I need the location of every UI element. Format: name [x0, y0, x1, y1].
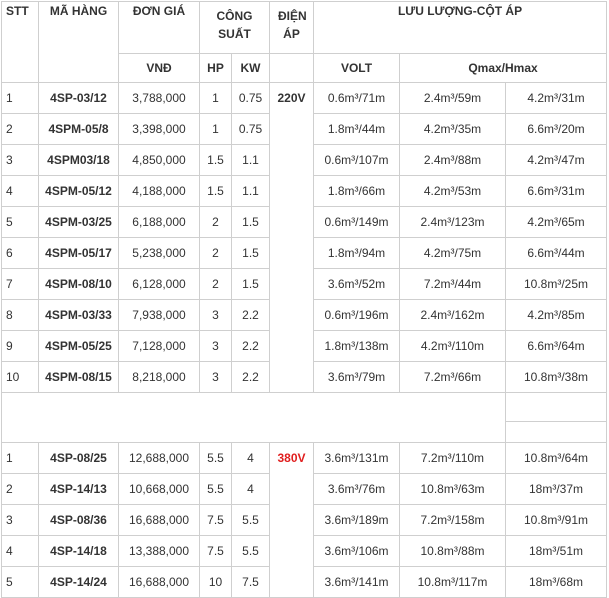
stt-cell: 4: [2, 536, 39, 567]
price-cell: 5,238,000: [119, 238, 200, 269]
flow-head-cell-3: 18m³/51m: [506, 536, 607, 567]
flow-head-cell-3: 4.2m³/85m: [506, 300, 607, 331]
flow-head-cell-1: 3.6m³/131m: [314, 443, 400, 474]
hp-cell: 3: [200, 362, 232, 393]
product-code-cell: 4SP-14/24: [39, 567, 119, 598]
header-flow: LƯU LƯỢNG-CỘT ÁP: [314, 2, 607, 54]
price-cell: 12,688,000: [119, 443, 200, 474]
group-380v: [2, 443, 607, 598]
table-row: [2, 83, 607, 114]
header-volt: VOLT: [314, 54, 400, 83]
header-power: CÔNG SUẤT: [200, 2, 270, 54]
stt-cell: 7: [2, 269, 39, 300]
flow-head-cell-2: 4.2m³/35m: [400, 114, 506, 145]
header-hp: HP: [200, 54, 232, 83]
header-code: MÃ HÀNG: [39, 2, 119, 83]
flow-head-cell-2: 7.2m³/110m: [400, 443, 506, 474]
kw-cell: 1.5: [232, 238, 270, 269]
voltage-cell: 380V: [270, 443, 314, 598]
product-code-cell: 4SPM-05/8: [39, 114, 119, 145]
price-cell: 16,688,000: [119, 505, 200, 536]
header-row: [2, 2, 607, 54]
stt-cell: 5: [2, 207, 39, 238]
kw-cell: 4: [232, 443, 270, 474]
stt-cell: 5: [2, 567, 39, 598]
flow-head-cell-3: 4.2m³/65m: [506, 207, 607, 238]
kw-cell: 0.75: [232, 114, 270, 145]
flow-head-cell-2: 10.8m³/88m: [400, 536, 506, 567]
flow-head-cell-1: 1.8m³/66m: [314, 176, 400, 207]
price-cell: 7,128,000: [119, 331, 200, 362]
flow-head-cell-3: 10.8m³/38m: [506, 362, 607, 393]
kw-cell: 4: [232, 474, 270, 505]
product-code-cell: 4SPM-08/10: [39, 269, 119, 300]
product-code-cell: 4SP-14/13: [39, 474, 119, 505]
table-row: [2, 443, 607, 474]
flow-head-cell-2: 7.2m³/44m: [400, 269, 506, 300]
flow-head-cell-2: 7.2m³/66m: [400, 362, 506, 393]
separator-cell: [2, 422, 506, 443]
kw-cell: 1.5: [232, 207, 270, 238]
stt-cell: 1: [2, 83, 39, 114]
flow-head-cell-1: 3.6m³/141m: [314, 567, 400, 598]
product-code-cell: 4SPM-05/12: [39, 176, 119, 207]
hp-cell: 7.5: [200, 505, 232, 536]
kw-cell: 7.5: [232, 567, 270, 598]
stt-cell: 2: [2, 474, 39, 505]
product-code-cell: 4SP-08/25: [39, 443, 119, 474]
separator-cell: [506, 393, 607, 422]
hp-cell: 2: [200, 207, 232, 238]
kw-cell: 5.5: [232, 505, 270, 536]
hp-cell: 10: [200, 567, 232, 598]
hp-cell: 5.5: [200, 474, 232, 505]
flow-head-cell-3: 6.6m³/44m: [506, 238, 607, 269]
product-code-cell: 4SP-14/18: [39, 536, 119, 567]
price-cell: 7,938,000: [119, 300, 200, 331]
hp-cell: 1: [200, 114, 232, 145]
kw-cell: 2.2: [232, 362, 270, 393]
hp-cell: 1.5: [200, 145, 232, 176]
flow-head-cell-1: 3.6m³/106m: [314, 536, 400, 567]
flow-head-cell-3: 4.2m³/47m: [506, 145, 607, 176]
flow-head-cell-3: 18m³/37m: [506, 474, 607, 505]
flow-head-cell-3: 6.6m³/20m: [506, 114, 607, 145]
flow-head-cell-2: 10.8m³/63m: [400, 474, 506, 505]
flow-head-cell-3: 4.2m³/31m: [506, 83, 607, 114]
product-code-cell: 4SP-08/36: [39, 505, 119, 536]
stt-cell: 8: [2, 300, 39, 331]
flow-head-cell-2: 2.4m³/162m: [400, 300, 506, 331]
hp-cell: 1.5: [200, 176, 232, 207]
stt-cell: 1: [2, 443, 39, 474]
price-cell: 6,188,000: [119, 207, 200, 238]
header-price-unit: VNĐ: [119, 54, 200, 83]
price-cell: 3,788,000: [119, 83, 200, 114]
flow-head-cell-2: 4.2m³/110m: [400, 331, 506, 362]
stt-cell: 4: [2, 176, 39, 207]
product-code-cell: 4SPM-08/15: [39, 362, 119, 393]
stt-cell: 10: [2, 362, 39, 393]
product-code-cell: 4SPM-05/17: [39, 238, 119, 269]
flow-head-cell-3: 6.6m³/31m: [506, 176, 607, 207]
kw-cell: 1.1: [232, 145, 270, 176]
hp-cell: 7.5: [200, 536, 232, 567]
hp-cell: 5.5: [200, 443, 232, 474]
flow-head-cell-1: 3.6m³/189m: [314, 505, 400, 536]
header-qmax-hmax: Qmax/Hmax: [400, 54, 607, 83]
flow-head-cell-3: 10.8m³/25m: [506, 269, 607, 300]
group-separator: [2, 393, 607, 443]
stt-cell: 2: [2, 114, 39, 145]
flow-head-cell-1: 3.6m³/52m: [314, 269, 400, 300]
price-cell: 13,388,000: [119, 536, 200, 567]
voltage-cell: 220V: [270, 83, 314, 393]
flow-head-cell-1: 1.8m³/94m: [314, 238, 400, 269]
flow-head-cell-2: 2.4m³/88m: [400, 145, 506, 176]
stt-cell: 3: [2, 505, 39, 536]
product-code-cell: 4SPM-03/25: [39, 207, 119, 238]
flow-head-cell-1: 1.8m³/44m: [314, 114, 400, 145]
flow-head-cell-1: 3.6m³/79m: [314, 362, 400, 393]
product-code-cell: 4SPM-03/33: [39, 300, 119, 331]
hp-cell: 2: [200, 238, 232, 269]
product-code-cell: 4SPM-05/25: [39, 331, 119, 362]
flow-head-cell-2: 4.2m³/53m: [400, 176, 506, 207]
flow-head-cell-2: 7.2m³/158m: [400, 505, 506, 536]
flow-head-cell-1: 1.8m³/138m: [314, 331, 400, 362]
kw-cell: 2.2: [232, 300, 270, 331]
hp-cell: 1: [200, 83, 232, 114]
stt-cell: 3: [2, 145, 39, 176]
flow-head-cell-2: 4.2m³/75m: [400, 238, 506, 269]
hp-cell: 3: [200, 300, 232, 331]
header-voltage: ĐIỆN ÁP: [270, 2, 314, 54]
header-voltage-blank: [270, 54, 314, 83]
price-cell: 3,398,000: [119, 114, 200, 145]
price-cell: 4,850,000: [119, 145, 200, 176]
group-220v: [2, 83, 607, 393]
hp-cell: 2: [200, 269, 232, 300]
flow-head-cell-1: 0.6m³/71m: [314, 83, 400, 114]
product-code-cell: 4SPM03/18: [39, 145, 119, 176]
hp-cell: 3: [200, 331, 232, 362]
flow-head-cell-1: 0.6m³/196m: [314, 300, 400, 331]
stt-cell: 9: [2, 331, 39, 362]
header-price: ĐƠN GIÁ: [119, 2, 200, 54]
flow-head-cell-3: 18m³/68m: [506, 567, 607, 598]
flow-head-cell-3: 10.8m³/64m: [506, 443, 607, 474]
price-cell: 8,218,000: [119, 362, 200, 393]
flow-head-cell-2: 10.8m³/117m: [400, 567, 506, 598]
kw-cell: 0.75: [232, 83, 270, 114]
flow-head-cell-2: 2.4m³/123m: [400, 207, 506, 238]
flow-head-cell-1: 3.6m³/76m: [314, 474, 400, 505]
flow-head-cell-1: 0.6m³/107m: [314, 145, 400, 176]
price-cell: 6,128,000: [119, 269, 200, 300]
separator-cell: [506, 422, 607, 443]
stt-cell: 6: [2, 238, 39, 269]
price-cell: 4,188,000: [119, 176, 200, 207]
kw-cell: 5.5: [232, 536, 270, 567]
flow-head-cell-2: 2.4m³/59m: [400, 83, 506, 114]
flow-head-cell-1: 0.6m³/149m: [314, 207, 400, 238]
price-cell: 10,668,000: [119, 474, 200, 505]
flow-head-cell-3: 6.6m³/64m: [506, 331, 607, 362]
header-stt: STT: [2, 2, 39, 83]
header-kw: KW: [232, 54, 270, 83]
flow-head-cell-3: 10.8m³/91m: [506, 505, 607, 536]
product-code-cell: 4SP-03/12: [39, 83, 119, 114]
price-cell: 16,688,000: [119, 567, 200, 598]
kw-cell: 1.1: [232, 176, 270, 207]
kw-cell: 2.2: [232, 331, 270, 362]
price-table: [1, 1, 607, 598]
kw-cell: 1.5: [232, 269, 270, 300]
separator-cell: [2, 393, 506, 422]
